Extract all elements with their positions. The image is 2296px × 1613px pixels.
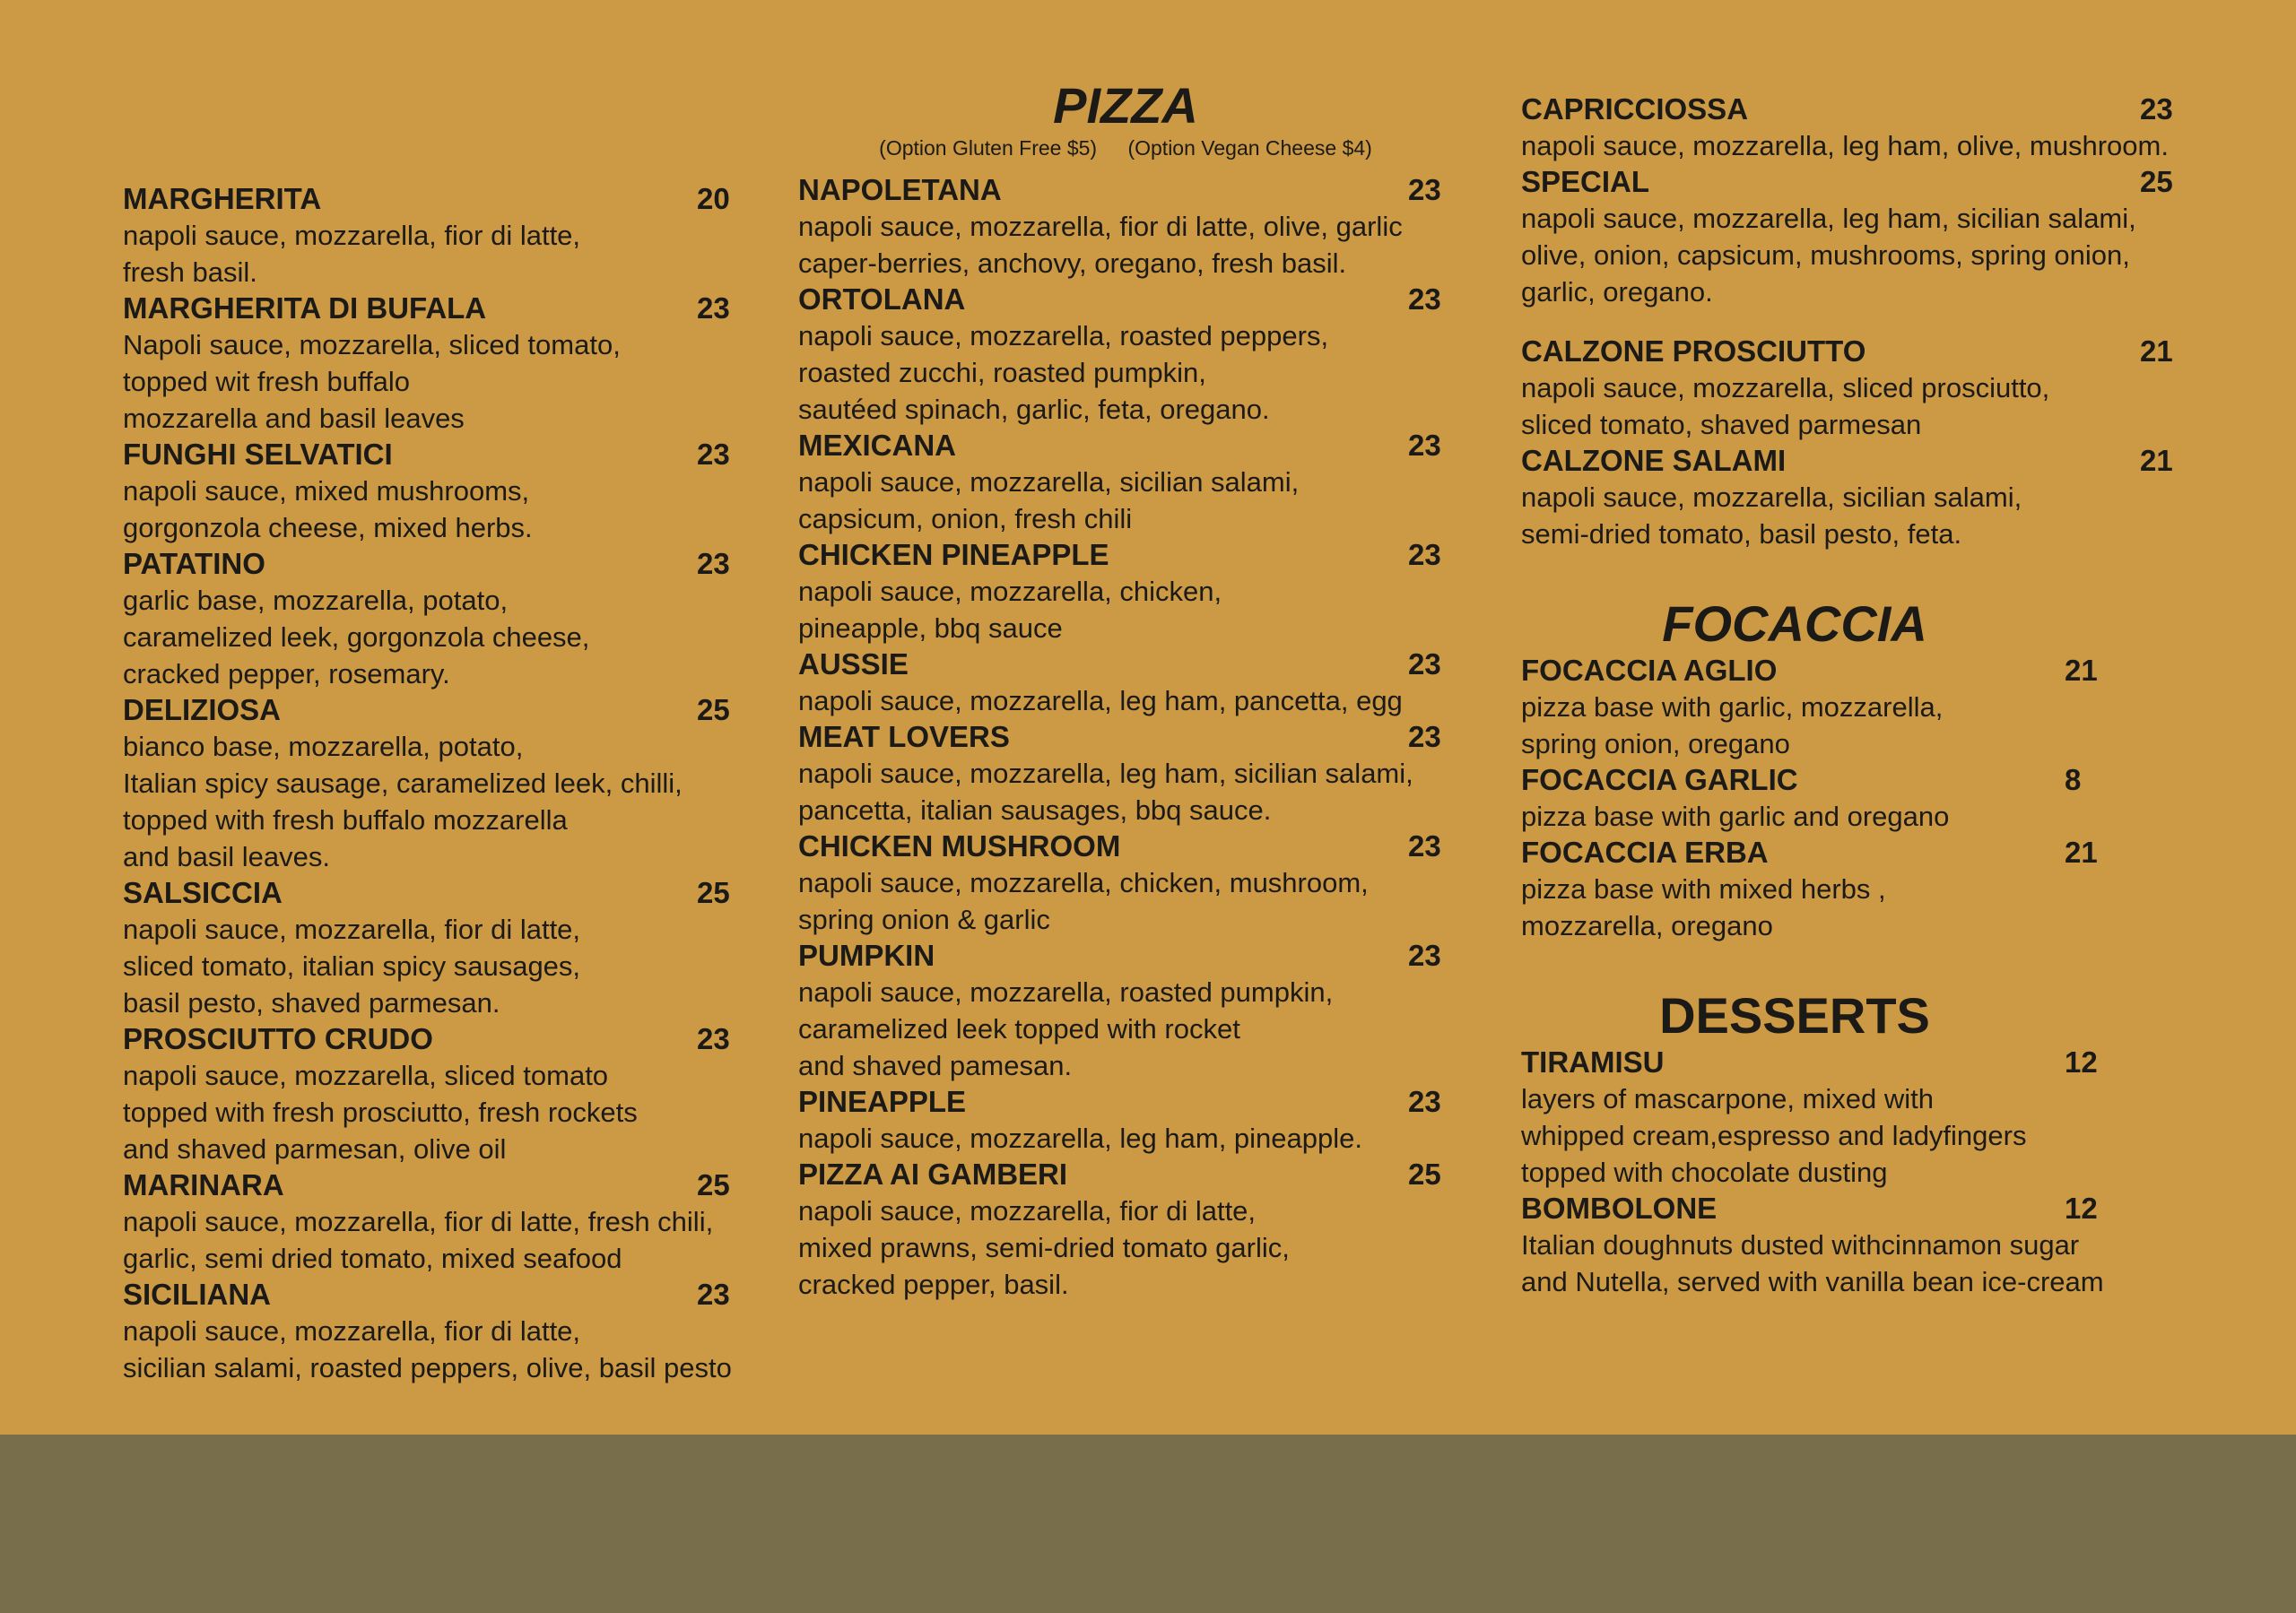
menu-item-description: napoli sauce, mozzarella, leg ham, sicilian salami, bbox=[798, 758, 1413, 789]
menu-item-description: topped with fresh prosciutto, fresh rockets bbox=[123, 1097, 638, 1128]
menu-item-description: napoli sauce, mozzarella, sicilian salami, bbox=[1521, 481, 2022, 513]
menu-item-name: CAPRICCIOSSA bbox=[1521, 92, 1749, 126]
menu-item-price: 23 bbox=[1408, 282, 1441, 316]
menu-item-description: topped with chocolate dusting bbox=[1521, 1157, 1888, 1188]
menu-item-price: 23 bbox=[697, 547, 730, 580]
menu-item-description: whipped cream,espresso and ladyfingers bbox=[1521, 1120, 2027, 1151]
pizza-right-list bbox=[1521, 91, 2203, 552]
menu-item-description: garlic, oregano. bbox=[1521, 276, 1713, 308]
menu-item-description: mixed prawns, semi-dried tomato garlic, bbox=[798, 1232, 1290, 1263]
menu-item-description: and shaved pamesan. bbox=[798, 1050, 1073, 1081]
menu-item-description: bianco base, mozzarella, potato, bbox=[123, 731, 524, 762]
menu-item-description: olive, onion, capsicum, mushrooms, spring onion, bbox=[1521, 239, 2130, 271]
pizza-heading: PIZZA bbox=[1053, 77, 1198, 134]
menu-item-price: 23 bbox=[697, 1278, 730, 1311]
menu-item-name: FOCACCIA ERBA bbox=[1521, 836, 1769, 869]
menu-item-name: CALZONE PROSCIUTTO bbox=[1521, 334, 1866, 368]
menu-item-price: 20 bbox=[697, 182, 730, 215]
menu-item-price: 25 bbox=[1408, 1158, 1441, 1191]
menu-item-price: 23 bbox=[1408, 829, 1441, 863]
menu-item bbox=[123, 546, 742, 692]
menu-item bbox=[123, 1277, 742, 1386]
menu-item bbox=[1521, 334, 2203, 443]
menu-item bbox=[798, 172, 1453, 282]
menu-item bbox=[1521, 443, 2203, 552]
menu-item-price: 25 bbox=[2140, 165, 2173, 198]
menu-item-description: semi-dried tomato, basil pesto, feta. bbox=[1521, 518, 1962, 550]
menu-item-description: mozzarella and basil leaves bbox=[123, 403, 465, 434]
menu-item-description: garlic, semi dried tomato, mixed seafood bbox=[123, 1243, 622, 1274]
menu-item bbox=[1521, 1191, 2203, 1300]
menu-item-name: MARGHERITA bbox=[123, 182, 322, 215]
menu-item-price: 23 bbox=[697, 1022, 730, 1055]
menu-item-description: and Nutella, served with vanilla bean ice-cream bbox=[1521, 1266, 2104, 1297]
menu-item bbox=[123, 437, 742, 546]
menu-item bbox=[798, 719, 1453, 828]
menu-item-description: napoli sauce, mozzarella, roasted peppers, bbox=[798, 320, 1329, 351]
menu-item-price: 23 bbox=[2140, 92, 2173, 126]
menu-item-description: topped wit fresh buffalo bbox=[123, 366, 410, 397]
menu-item-description: napoli sauce, mozzarella, leg ham, pancetta, egg bbox=[798, 685, 1403, 716]
menu-item-price: 25 bbox=[697, 1168, 730, 1201]
menu-item-description: napoli sauce, mixed mushrooms, bbox=[123, 475, 530, 507]
menu-item-price: 12 bbox=[2065, 1045, 2098, 1079]
menu-item bbox=[1521, 835, 2203, 944]
menu-item-price: 23 bbox=[697, 291, 730, 325]
menu-item-price: 23 bbox=[1408, 720, 1441, 753]
pizza-options bbox=[798, 134, 1453, 161]
menu-item-description: capsicum, onion, fresh chili bbox=[798, 503, 1133, 534]
footer-band bbox=[0, 1435, 2296, 1613]
menu-item-description: napoli sauce, mozzarella, leg ham, sicilian salami, bbox=[1521, 203, 2136, 234]
menu-item bbox=[123, 875, 742, 1021]
menu-item-description: napoli sauce, mozzarella, sicilian salami, bbox=[798, 466, 1300, 498]
menu-item-name: CHICKEN PINEAPPLE bbox=[798, 538, 1109, 571]
menu-item-description: sautéed spinach, garlic, feta, oregano. bbox=[798, 394, 1270, 425]
menu-item-price: 23 bbox=[1408, 429, 1441, 462]
menu-item-name: CALZONE SALAMI bbox=[1521, 444, 1787, 477]
menu-item bbox=[123, 1167, 742, 1277]
menu-item-description: napoli sauce, mozzarella, chicken, mushroom, bbox=[798, 867, 1369, 898]
menu-item bbox=[1521, 653, 2203, 762]
menu-item-name: NAPOLETANA bbox=[798, 173, 1002, 206]
menu-item-name: AUSSIE bbox=[798, 647, 909, 681]
menu-item-description: sliced tomato, shaved parmesan bbox=[1521, 409, 1922, 440]
menu-item-description: Italian doughnuts dusted withcinnamon sugar bbox=[1521, 1229, 2080, 1261]
menu-item-name: MARGHERITA DI BUFALA bbox=[123, 291, 487, 325]
menu-item-description: napoli sauce, mozzarella, fior di latte, bbox=[123, 1315, 581, 1347]
menu-item-price: 12 bbox=[2065, 1192, 2098, 1225]
menu-item-name: PIZZA AI GAMBERI bbox=[798, 1158, 1068, 1191]
menu-item bbox=[798, 646, 1453, 719]
menu-item-description: napoli sauce, mozzarella, sliced tomato bbox=[123, 1060, 609, 1091]
menu-item-price: 23 bbox=[1408, 939, 1441, 972]
menu-item-description: sliced tomato, italian spicy sausages, bbox=[123, 950, 581, 982]
menu-item-description: caramelized leek, gorgonzola cheese, bbox=[123, 621, 590, 653]
menu-item-price: 25 bbox=[697, 876, 730, 909]
menu-item-description: gorgonzola cheese, mixed herbs. bbox=[123, 512, 533, 543]
menu-item-description: napoli sauce, mozzarella, sliced prosciutto, bbox=[1521, 372, 2050, 403]
menu-item-description: napoli sauce, mozzarella, fior di latte, fresh chili, bbox=[123, 1206, 714, 1237]
menu-item bbox=[123, 181, 742, 291]
focaccia-list bbox=[1521, 653, 2203, 944]
menu-item bbox=[798, 1084, 1453, 1157]
vegan-cheese-option: (Option Vegan Cheese $4) bbox=[1127, 136, 1372, 160]
menu-item-name: PROSCIUTTO CRUDO bbox=[123, 1022, 433, 1055]
menu-item bbox=[798, 828, 1453, 938]
menu-item-description: fresh basil. bbox=[123, 256, 257, 288]
menu-item-price: 23 bbox=[1408, 647, 1441, 681]
menu-item-description: pizza base with mixed herbs , bbox=[1521, 873, 1886, 905]
menu-item-description: basil pesto, shaved parmesan. bbox=[123, 987, 500, 1019]
desserts-heading: DESSERTS bbox=[1659, 987, 1930, 1044]
menu-item bbox=[123, 1021, 742, 1167]
menu-item-description: and shaved parmesan, olive oil bbox=[123, 1133, 507, 1165]
menu-item bbox=[798, 938, 1453, 1084]
gluten-free-option: (Option Gluten Free $5) bbox=[879, 136, 1098, 160]
menu-item-description: Italian spicy sausage, caramelized leek, chilli, bbox=[123, 767, 683, 799]
menu-item bbox=[798, 537, 1453, 646]
menu-item bbox=[123, 291, 742, 437]
pizza-middle-list bbox=[798, 172, 1453, 1303]
menu-item-price: 8 bbox=[2065, 763, 2082, 796]
menu-item-description: and basil leaves. bbox=[123, 841, 330, 872]
menu-item-description: garlic base, mozzarella, potato, bbox=[123, 585, 509, 616]
menu-item-description: pineapple, bbq sauce bbox=[798, 612, 1063, 644]
right-column bbox=[1521, 91, 2203, 1300]
menu-item-description: sicilian salami, roasted peppers, olive, basil pesto bbox=[123, 1352, 732, 1383]
menu-item-description: layers of mascarpone, mixed with bbox=[1521, 1083, 1935, 1114]
menu-item-price: 21 bbox=[2065, 654, 2098, 687]
desserts-list bbox=[1521, 1045, 2203, 1300]
menu-item-description: pancetta, italian sausages, bbq sauce. bbox=[798, 794, 1272, 826]
menu-item-name: FUNGHI SELVATICI bbox=[123, 438, 393, 471]
menu-item-description: pizza base with garlic, mozzarella, bbox=[1521, 691, 1944, 723]
menu-item bbox=[798, 1157, 1453, 1303]
pizza-column-middle bbox=[798, 77, 1453, 1303]
menu-item-name: SALSICCIA bbox=[123, 876, 283, 909]
menu-item-description: spring onion & garlic bbox=[798, 904, 1050, 935]
menu-item-name: SICILIANA bbox=[123, 1278, 271, 1311]
menu-item-price: 23 bbox=[1408, 1085, 1441, 1118]
menu-item bbox=[798, 282, 1453, 428]
menu-item-description: napoli sauce, mozzarella, leg ham, olive, mushroom. bbox=[1521, 130, 2169, 161]
menu-item-name: BOMBOLONE bbox=[1521, 1192, 1718, 1225]
menu-item-name: DELIZIOSA bbox=[123, 693, 282, 726]
menu-item-name: PATATINO bbox=[123, 547, 265, 580]
menu-item-description: roasted zucchi, roasted pumpkin, bbox=[798, 357, 1206, 388]
menu-item-description: cracked pepper, rosemary. bbox=[123, 658, 450, 689]
menu-item bbox=[798, 428, 1453, 537]
menu-item bbox=[1521, 762, 2203, 835]
menu-item-description: mozzarella, oregano bbox=[1521, 910, 1773, 941]
menu-item-name: PINEAPPLE bbox=[798, 1085, 967, 1118]
menu-item-name: FOCACCIA AGLIO bbox=[1521, 654, 1778, 687]
menu-item-name: CHICKEN MUSHROOM bbox=[798, 829, 1121, 863]
menu-item-price: 23 bbox=[1408, 173, 1441, 206]
menu-item-name: MEAT LOVERS bbox=[798, 720, 1010, 753]
menu-item bbox=[123, 692, 742, 875]
menu-item-description: napoli sauce, mozzarella, leg ham, pineapple. bbox=[798, 1123, 1362, 1154]
menu-item-name: TIRAMISU bbox=[1521, 1045, 1665, 1079]
menu-item-description: napoli sauce, mozzarella, fior di latte, bbox=[123, 220, 581, 251]
menu-item-price: 21 bbox=[2140, 444, 2173, 477]
menu-item-description: topped with fresh buffalo mozzarella bbox=[123, 804, 568, 836]
menu-item-price: 21 bbox=[2065, 836, 2098, 869]
menu-item-name: MEXICANA bbox=[798, 429, 957, 462]
menu-item-description: caper-berries, anchovy, oregano, fresh basil. bbox=[798, 247, 1347, 279]
menu-item-description: Napoli sauce, mozzarella, sliced tomato, bbox=[123, 329, 621, 360]
menu-item-name: FOCACCIA GARLIC bbox=[1521, 763, 1798, 796]
menu-item-description: napoli sauce, mozzarella, fior di latte, bbox=[798, 1195, 1257, 1227]
focaccia-heading: FOCACCIA bbox=[1662, 595, 1927, 652]
menu-item-description: cracked pepper, basil. bbox=[798, 1269, 1069, 1300]
menu-item-description: napoli sauce, mozzarella, fior di latte, olive, garlic bbox=[798, 211, 1403, 242]
menu-item-name: ORTOLANA bbox=[798, 282, 966, 316]
menu-item-description: napoli sauce, mozzarella, chicken, bbox=[798, 576, 1222, 607]
pizza-column-left bbox=[123, 181, 742, 1386]
menu-item-price: 23 bbox=[697, 438, 730, 471]
menu-item-price: 23 bbox=[1408, 538, 1441, 571]
menu-item-description: napoli sauce, mozzarella, roasted pumpkin, bbox=[798, 976, 1334, 1008]
menu-item bbox=[1521, 91, 2203, 164]
menu-item-price: 25 bbox=[697, 693, 730, 726]
menu-item-name: PUMPKIN bbox=[798, 939, 935, 972]
menu-item-description: napoli sauce, mozzarella, fior di latte, bbox=[123, 914, 581, 945]
menu-item-name: MARINARA bbox=[123, 1168, 284, 1201]
menu-item-description: caramelized leek topped with rocket bbox=[798, 1013, 1240, 1045]
menu-item bbox=[1521, 164, 2203, 310]
menu-item-description: spring onion, oregano bbox=[1521, 728, 1790, 759]
menu-item bbox=[1521, 1045, 2203, 1191]
menu-item-price: 21 bbox=[2140, 334, 2173, 368]
menu-item-description: pizza base with garlic and oregano bbox=[1521, 801, 1950, 832]
menu-item-name: SPECIAL bbox=[1521, 165, 1650, 198]
